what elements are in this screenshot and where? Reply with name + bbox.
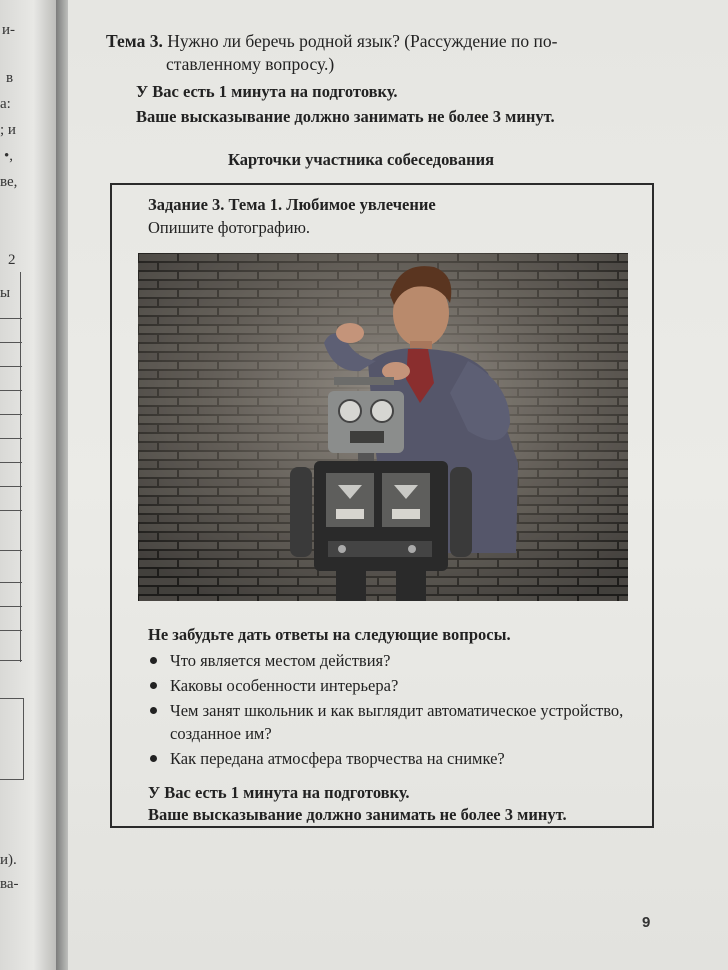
previous-page-edge [0,0,56,970]
task-instruction: Опишите фотографию. [148,218,311,237]
card-time-limit-note: Ваше высказывание должно занимать не более 3 минут. [148,805,567,824]
left-table-rule [0,318,22,319]
book-page [68,0,728,970]
page-number: 9 [642,914,651,931]
left-fragment: ва- [0,876,19,892]
question-item: Как передана атмосфера творчества на снимке? [148,747,648,770]
left-table-rule [0,414,22,415]
left-table-rule [0,486,22,487]
topic-text-continued: ставленному вопросу.) [166,54,335,74]
question-item: Что является местом действия? [148,649,648,672]
left-table-rule [0,660,22,661]
card-prep-time-note: У Вас есть 1 минута на подготовку. [148,783,410,802]
left-fragment: •, [4,148,14,164]
left-table-rule [0,342,22,343]
topic-heading [106,30,706,76]
topic-text: Нужно ли беречь родной язык? (Рассуждение по по- [167,31,558,51]
left-fragment: ; и [0,122,16,138]
left-box [0,698,24,780]
left-table-rule [0,366,22,367]
boy-with-robot-photo [138,253,628,601]
left-table-rule [0,582,22,583]
topic-label: Тема 3. [106,31,163,51]
left-fragment: и). [0,852,17,868]
left-fragment: ве, [0,174,18,190]
time-limit-note: Ваше высказывание должно занимать не более 3 минут. [136,107,555,126]
left-table-rule [0,510,22,511]
left-table-rule [0,550,22,551]
left-fragment: а: [0,96,11,112]
question-item: Каковы особенности интерьера? [148,674,648,697]
participant-card [110,183,654,828]
left-fragment: и- [2,22,16,38]
left-table-rule [0,390,22,391]
prep-time-note: У Вас есть 1 минута на подготовку. [136,82,398,101]
left-table-rule [0,630,22,631]
left-fragment: в [6,70,14,86]
cards-section-title: Карточки участника собеседования [228,150,495,169]
left-table-rule [0,438,22,439]
left-fragment: ы [0,285,11,301]
photo-illustration [138,253,628,601]
left-table-line [20,272,21,662]
question-item: Чем занят школьник и как выглядит автоматическое устройство, созданное им? [148,699,648,745]
task-heading: Задание 3. Тема 1. Любимое увлечение [148,195,436,214]
left-fragment: 2 [8,252,16,268]
questions-heading: Не забудьте дать ответы на следующие вопросы. [148,625,511,644]
left-table-rule [0,606,22,607]
questions-list [148,649,648,772]
left-table-rule [0,462,22,463]
